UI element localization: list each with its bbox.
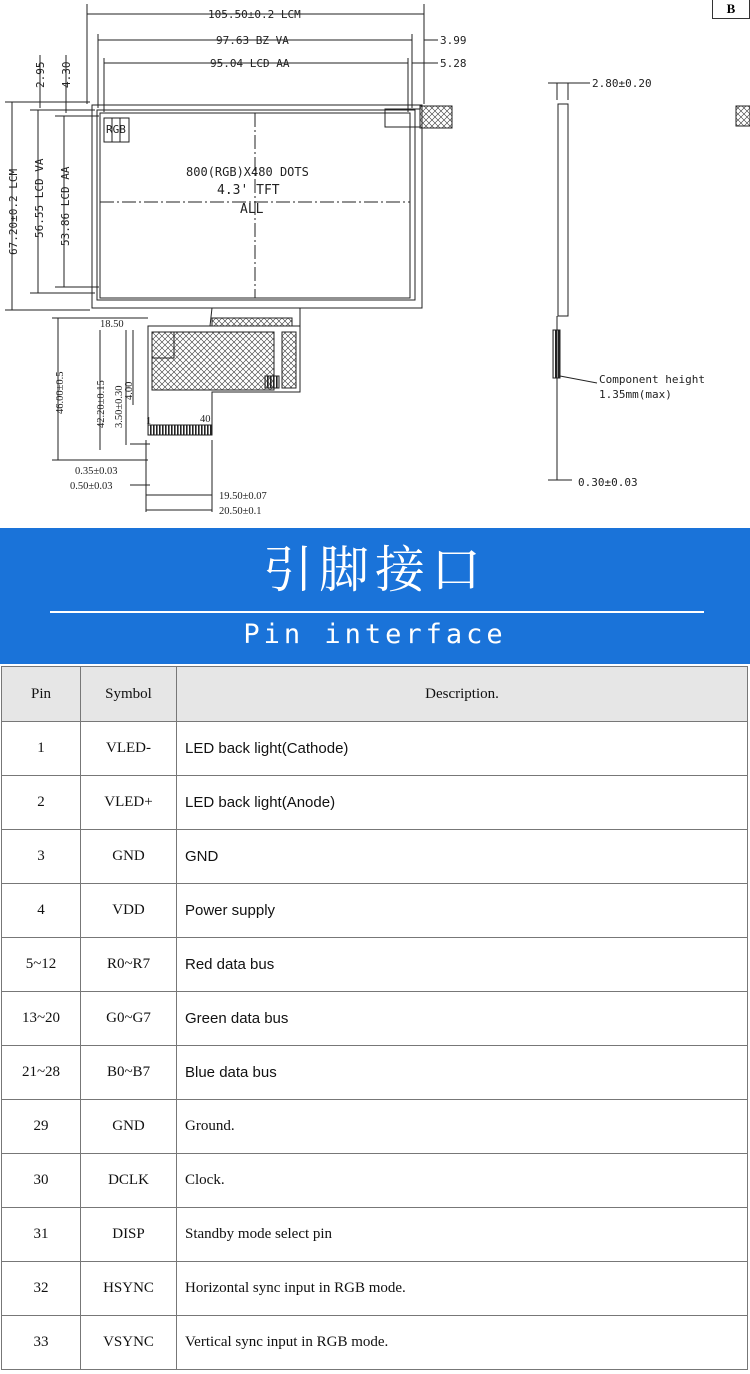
mechanical-drawing [0,0,750,528]
table-row [2,1262,748,1316]
pin-number: 33 [2,1316,81,1370]
pin-symbol: VLED- [81,722,177,776]
pin-symbol: B0~B7 [81,1046,177,1100]
table-row [2,1100,748,1154]
dim-offset: 18.50 [100,319,124,330]
pin-number: 21~28 [2,1046,81,1100]
table-row [2,1316,748,1370]
pin-number: 4 [2,884,81,938]
pin-number: 30 [2,1154,81,1208]
dim-19-50: 19.50±0.07 [219,491,267,502]
table-header-row [2,667,748,722]
dim-lcm-width: 105.50±0.2 LCM [208,8,301,21]
pin-number: 13~20 [2,992,81,1046]
pin-number: 5~12 [2,938,81,992]
resolution-label: 800(RGB)X480 DOTS [186,165,309,179]
table-row [2,776,748,830]
pin-symbol: VLED+ [81,776,177,830]
pin-symbol: VDD [81,884,177,938]
corner-mark: B [712,0,750,19]
dim-pitch-1: 0.35±0.03 [75,466,118,477]
pin-number: 32 [2,1262,81,1316]
table-row [2,1208,748,1262]
all-label: ALL [240,202,264,217]
pin-description: Red data bus [177,938,748,992]
pin-description: Clock. [177,1154,748,1208]
pin-symbol: HSYNC [81,1262,177,1316]
banner-divider [50,611,704,613]
dim-fpc-3-50: 3.50±0.30 [114,385,125,428]
pin-number: 31 [2,1208,81,1262]
pin-number: 1 [2,722,81,776]
pin-40-label: 40 [200,414,211,425]
pin-description: GND [177,830,748,884]
rgb-label: RGB [106,123,126,136]
dim-fpc-4-00: 4.00 [124,381,135,400]
size-label: 4.3' TFT [217,183,280,198]
header-symbol: Symbol [81,667,177,722]
pin-symbol: G0~G7 [81,992,177,1046]
dim-fpc-length: 46.00±0.5 [55,371,66,414]
component-note-1: Component height [599,373,705,386]
dim-lcm-height: 67.20±0.2 LCM [7,168,20,255]
dim-4-30: 4.30 [60,61,73,88]
dim-lcd-aa-h: 53.86 LCD AA [59,166,72,246]
pin-number: 29 [2,1100,81,1154]
pin-symbol: DISP [81,1208,177,1262]
pin-symbol: DCLK [81,1154,177,1208]
table-row [2,1046,748,1100]
dim-20-50: 20.50±0.1 [219,506,262,517]
banner-title-zh: 引脚接口 [263,541,487,599]
table-row [2,992,748,1046]
pin-description: Green data bus [177,992,748,1046]
component-note-2: 1.35mm(max) [599,388,672,401]
table-row [2,1154,748,1208]
pin-description: Power supply [177,884,748,938]
table-row [2,722,748,776]
banner-title-en: Pin interface [243,619,507,650]
pin-1-label: 1 [146,416,152,427]
pin-description: Horizontal sync input in RGB mode. [177,1262,748,1316]
dim-pitch-2: 0.50±0.03 [70,481,113,492]
pin-table [1,666,748,1370]
section-banner [0,528,750,664]
pin-description: LED back light(Cathode) [177,722,748,776]
dim-5-28: 5.28 [440,57,467,70]
pin-number: 2 [2,776,81,830]
dim-lcd-aa-w: 95.04 LCD AA [210,57,290,70]
table-row [2,884,748,938]
pin-description: Blue data bus [177,1046,748,1100]
pin-description: Standby mode select pin [177,1208,748,1262]
dim-3-99: 3.99 [440,34,467,47]
pin-description: Vertical sync input in RGB mode. [177,1316,748,1370]
pin-symbol: VSYNC [81,1316,177,1370]
pin-symbol: R0~R7 [81,938,177,992]
pin-symbol: GND [81,830,177,884]
pin-description: LED back light(Anode) [177,776,748,830]
pin-symbol: GND [81,1100,177,1154]
dim-thickness: 2.80±0.20 [592,77,652,90]
header-pin: Pin [2,667,81,722]
pin-description: Ground. [177,1100,748,1154]
dim-fpc-42: 42.20±0.15 [96,380,107,428]
dim-bz-va: 97.63 BZ VA [216,34,289,47]
header-description: Description. [177,667,748,722]
table-row [2,830,748,884]
side-view [558,104,568,316]
table-row [2,938,748,992]
dim-fpc-thickness: 0.30±0.03 [578,476,638,489]
dim-2-95: 2.95 [34,61,47,88]
pin-number: 3 [2,830,81,884]
dim-lcd-va: 56.55 LCD VA [33,158,46,238]
